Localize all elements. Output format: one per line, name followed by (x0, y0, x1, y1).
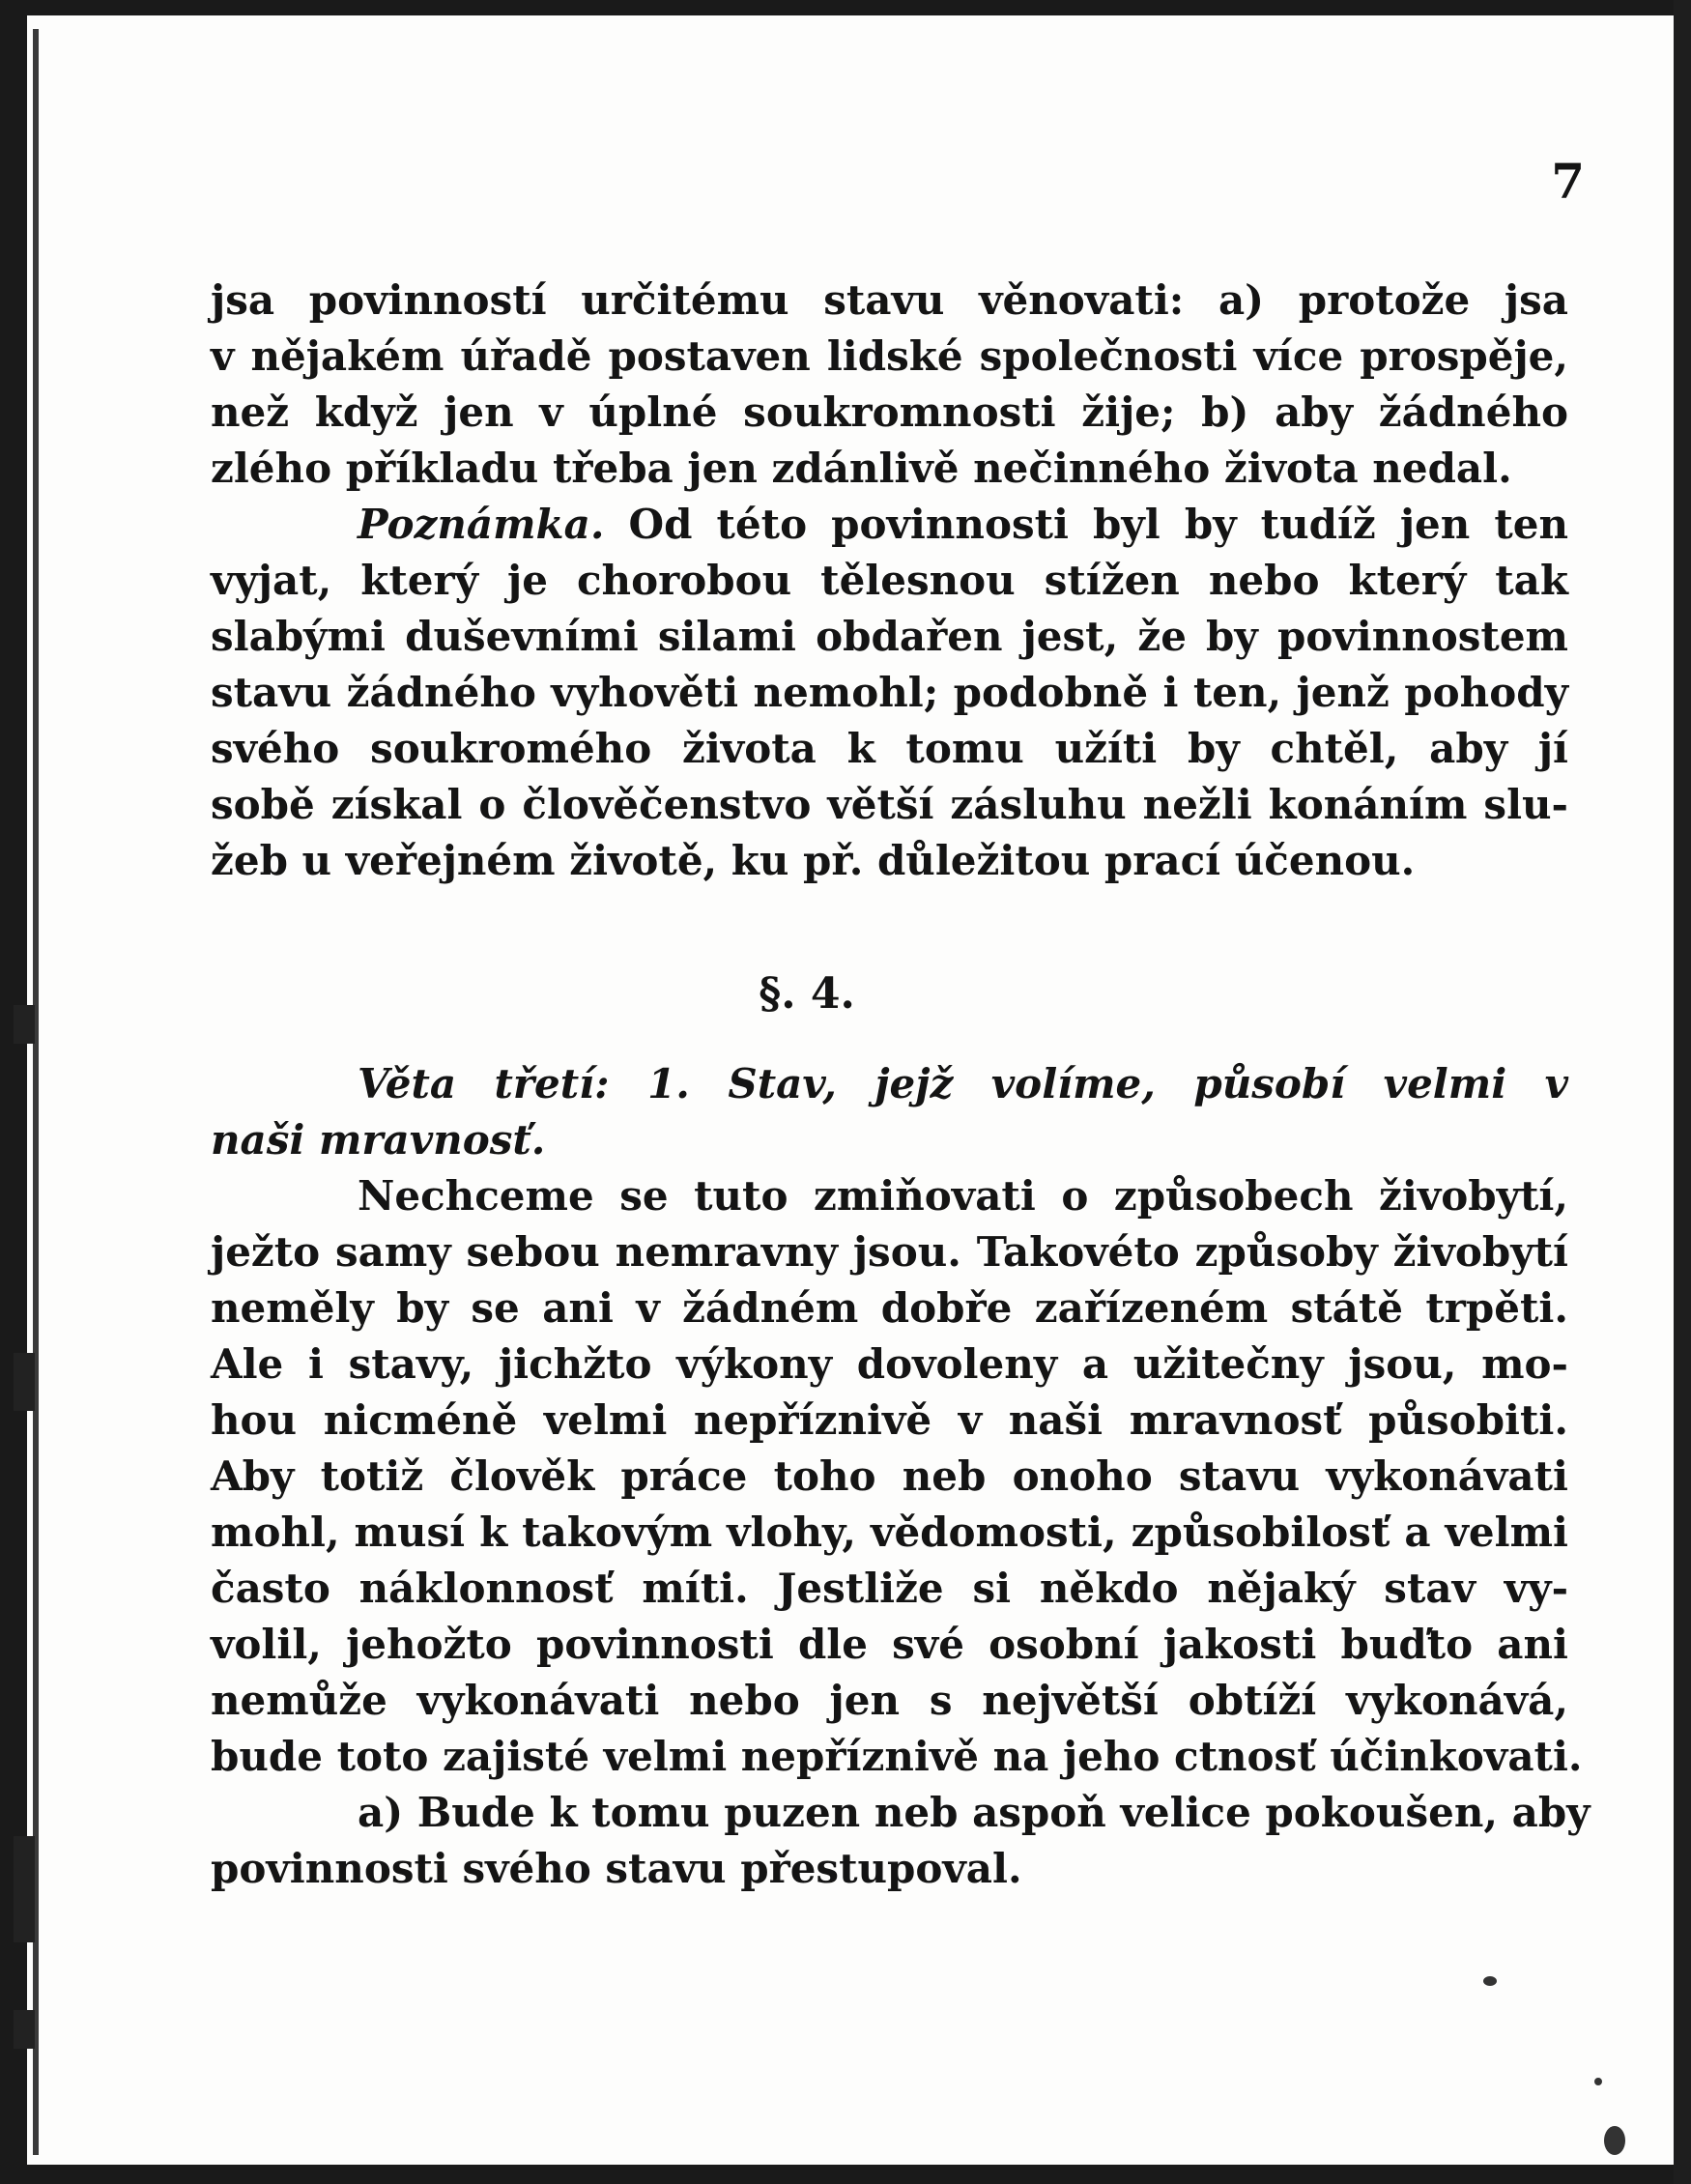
text-line: svého soukromého života k tomu užíti by chtěl, aby jí (211, 725, 1568, 772)
text-line: ježto samy sebou nemravny jsou. Takovéto způsoby živobytí (211, 1228, 1568, 1276)
text-line: často náklonnosť míti. Jestliže si někdo nějaký stav vy- (211, 1565, 1568, 1612)
text-line: vyjat, který je chorobou tělesnou stížen nebo který tak (211, 557, 1568, 604)
text-line: neměly by se ani v žádném dobře zařízeném státě trpěti. (211, 1284, 1568, 1332)
binding-mark (14, 1836, 35, 1942)
text-line: než když jen v úplné soukromnosti žije; b) aby žádného (211, 388, 1568, 436)
text-line: Aby totiž člověk práce toho neb onoho stavu vykonávati (211, 1452, 1568, 1500)
text-line: Nechceme se tuto zmiňovati o způsobech živobytí, (358, 1172, 1568, 1220)
text-line: zlého příkladu třeba jen zdánlivě nečinného života nedal. (211, 445, 1512, 492)
text-line: Ale i stavy, jichžto výkony dovoleny a užitečny jsou, mo- (211, 1340, 1568, 1388)
ink-speck (1594, 2078, 1602, 2085)
section-heading: §. 4. (759, 969, 855, 1019)
text-line: hou nicméně velmi nepříznivě v naši mravnosť působiti. (211, 1396, 1568, 1444)
text-line: sobě získal o člověčenstvo větší zásluhu nežli konáním slu- (211, 781, 1568, 828)
text-line: nemůže vykonávati nebo jen s největší obtíží vykonává, (211, 1677, 1568, 1724)
text-line: bude toto zajisté velmi nepříznivě na jeho ctnosť účinkovati. (211, 1733, 1583, 1780)
thesis-line: naši mravnosť. (211, 1116, 546, 1164)
ink-speck (1483, 1976, 1497, 1986)
text-line: žeb u veřejném životě, ku př. důležitou prací účenou. (211, 837, 1416, 884)
scan-border-bottom (0, 2165, 1691, 2184)
text-line: jsa povinností určitému stavu věnovati: a) protože jsa (211, 276, 1568, 324)
text-line: v nějakém úřadě postaven lidské společnosti více prospěje, (211, 332, 1568, 380)
scan-border-right (1674, 0, 1691, 2184)
text-line: povinnosti svého stavu přestupoval. (211, 1845, 1022, 1892)
thesis-line: Věta třetí: 1. Stav, jejž volíme, působí velmi v (358, 1060, 1568, 1107)
text-line: mohl, musí k takovým vlohy, vědomosti, způsobilosť a velmi (211, 1509, 1568, 1556)
note-first-line-rest: Od této povinnosti byl by tudíž jen ten (628, 501, 1569, 548)
note-first-line (211, 497, 1568, 553)
binding-mark (14, 1353, 35, 1411)
text-line: slabými duševními silami obdařen jest, že by povinnostem (211, 613, 1568, 660)
text-line: a) Bude k tomu puzen neb aspoň velice pokoušen, aby (358, 1789, 1591, 1836)
text-line: volil, jehožto povinnosti dle své osobní jakosti buďto ani (211, 1621, 1568, 1668)
note-label: Poznámka. (358, 501, 605, 548)
binding-mark (14, 2010, 35, 2049)
ink-speck (1604, 2126, 1625, 2155)
scan-border-top (0, 0, 1691, 15)
text-line: stavu žádného vyhověti nemohl; podobně i ten, jenž pohody (211, 669, 1568, 716)
text-block-top (211, 273, 1568, 889)
page-number: 7 (1551, 153, 1585, 210)
text-block-section-4 (211, 1056, 1591, 1897)
